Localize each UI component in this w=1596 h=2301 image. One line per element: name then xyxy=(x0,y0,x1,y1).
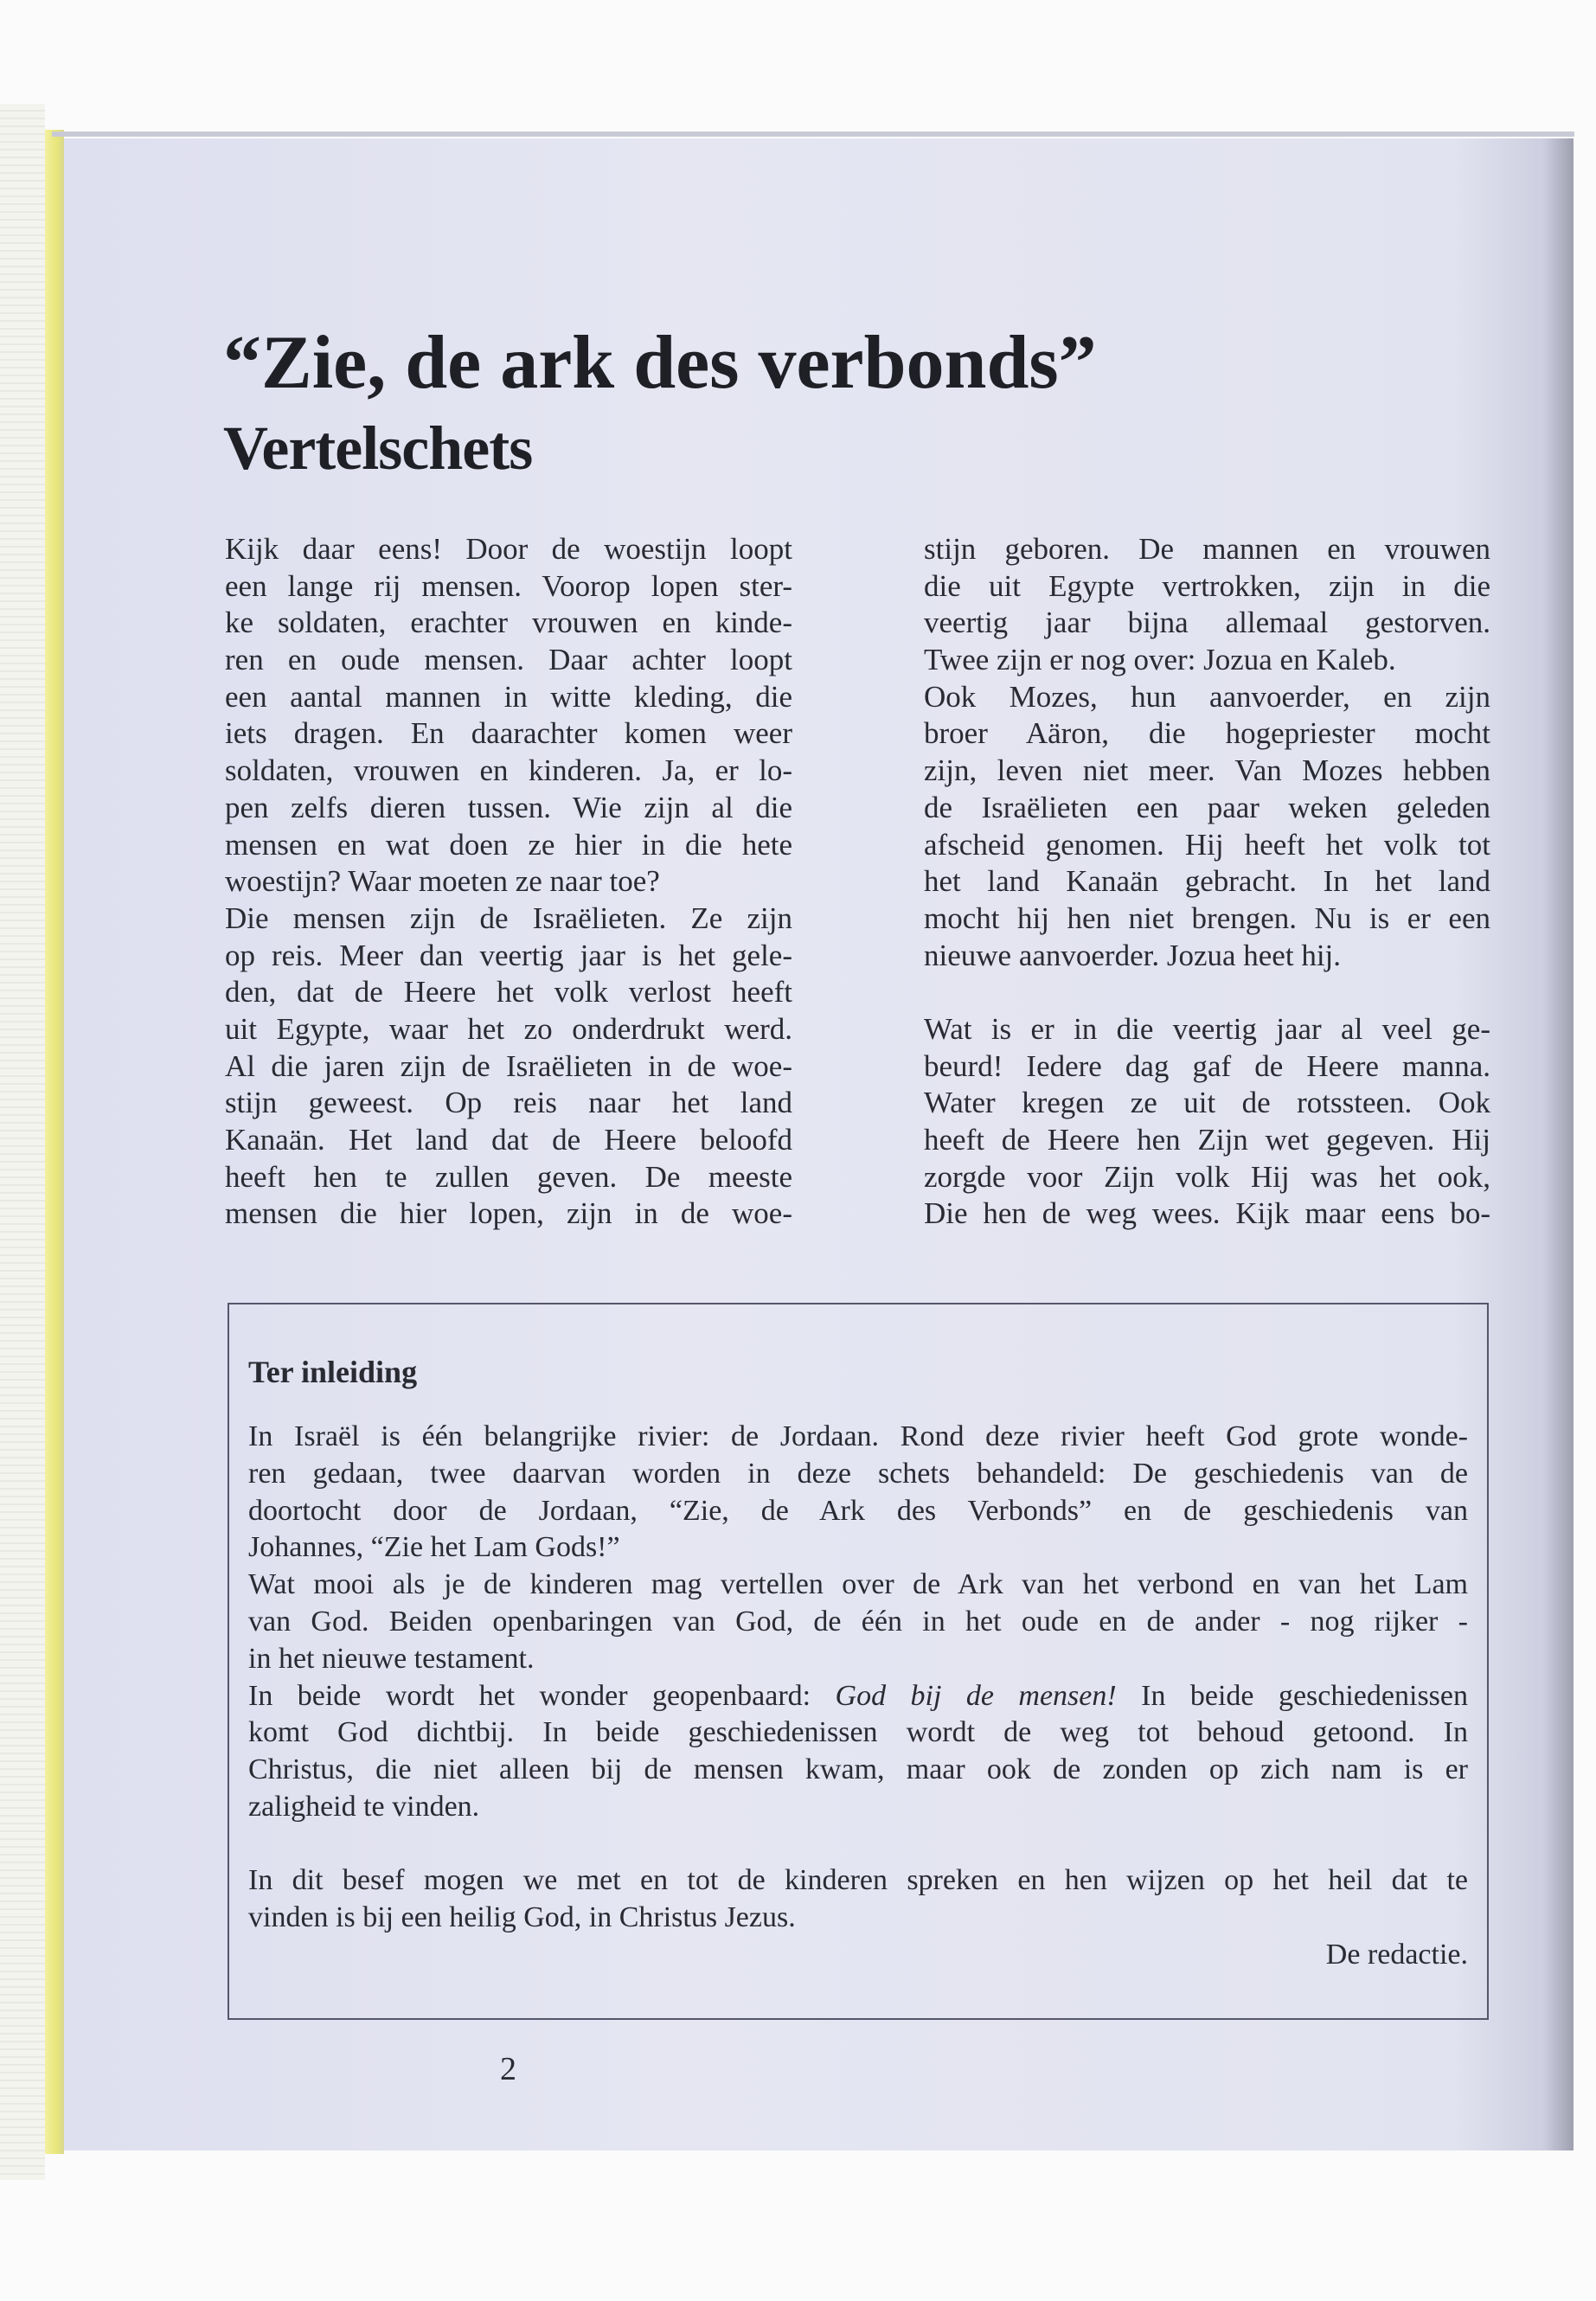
text-line: woestijn? Waar moeten ze naar toe? xyxy=(225,864,660,899)
text-column-left xyxy=(225,531,792,1233)
article-subtitle: Vertelschets xyxy=(223,413,533,483)
intro-line: ren gedaan, twee daarvan worden in deze schets behandeld: De geschiedenis van de xyxy=(248,1457,1468,1490)
intro-line: vinden is bij een heilig God, in Christus Jezus. xyxy=(248,1901,796,1934)
intro-line: Wat mooi als je de kinderen mag vertellen over de Ark van het verbond en van het Lam xyxy=(248,1568,1468,1601)
intro-body xyxy=(248,1419,1468,1974)
text-line: de Israëlieten een paar weken geleden xyxy=(924,790,1490,824)
intro-signature: De redactie. xyxy=(1325,1939,1468,1971)
intro-line: in het nieuwe testament. xyxy=(248,1642,535,1675)
text-line: veertig jaar bijna allemaal gestorven. xyxy=(924,606,1490,640)
intro-line: komt God dichtbij. In beide geschiedenissen wordt de weg tot behoud getoond. In xyxy=(248,1716,1468,1749)
text-line: Al die jaren zijn de Israëlieten in de woe- xyxy=(225,1048,792,1083)
text-line: iets dragen. En daarachter komen weer xyxy=(225,716,792,751)
text-line: mocht hij hen niet brengen. Nu is er een xyxy=(924,901,1490,935)
text-line: het land Kanaän gebracht. In het land xyxy=(924,864,1490,899)
intro-line-text: In beide geschiedenissen xyxy=(1116,1679,1468,1712)
text-line: nieuwe aanvoerder. Jozua heet hij. xyxy=(924,938,1342,972)
text-line: beurd! Iedere dag gaf de Heere manna. xyxy=(924,1048,1490,1083)
text-line: zorgde voor Zijn volk Hij was het ook, xyxy=(924,1159,1490,1194)
text-line: die uit Egypte vertrokken, zijn in die xyxy=(924,568,1490,603)
text-line: Die mensen zijn de Israëlieten. Ze zijn xyxy=(225,901,792,935)
intro-line: van God. Beiden openbaringen van God, de één in het oude en de ander - nog rijker - xyxy=(248,1605,1468,1638)
text-line: pen zelfs dieren tussen. Wie zijn al die xyxy=(225,790,792,824)
intro-line: In dit besef mogen we met en tot de kinderen spreken en hen wijzen op het heil dat te xyxy=(248,1864,1468,1897)
article-title: “Zie, de ark des verbonds” xyxy=(223,321,1097,405)
text-line: afscheid genomen. Hij heeft het volk tot xyxy=(924,827,1490,862)
text-line: heeft hen te zullen geven. De meeste xyxy=(225,1159,792,1194)
text-line: soldaten, vrouwen en kinderen. Ja, er lo- xyxy=(225,753,792,788)
text-line: uit Egypte, waar het zo onderdrukt werd. xyxy=(225,1011,792,1046)
intro-emphasis: God bij de mensen! xyxy=(835,1679,1117,1712)
page-top-edge xyxy=(52,131,1574,137)
text-line: zijn, leven niet meer. Van Mozes hebben xyxy=(924,753,1490,788)
intro-heading: Ter inleiding xyxy=(248,1355,418,1389)
text-line: ren en oude mensen. Daar achter loopt xyxy=(225,643,792,677)
book-spine-strip xyxy=(45,130,64,2154)
text-line: mensen die hier lopen, zijn in de woe- xyxy=(225,1196,792,1231)
text-line: Twee zijn er nog over: Jozua en Kaleb. xyxy=(924,643,1396,677)
text-line: stijn geboren. De mannen en vrouwen xyxy=(924,532,1490,566)
text-line: ke soldaten, erachter vrouwen en kinde- xyxy=(225,606,792,640)
intro-line: doortocht door de Jordaan, “Zie, de Ark des Verbonds” en de geschiedenis van xyxy=(248,1494,1468,1527)
intro-line xyxy=(248,1678,1468,1715)
text-line: een aantal mannen in witte kleding, die xyxy=(225,679,792,714)
page-number: 2 xyxy=(500,2051,516,2087)
text-column-right xyxy=(924,531,1490,1233)
text-line: Die hen de weg wees. Kijk maar eens bo- xyxy=(924,1196,1490,1231)
text-line: den, dat de Heere het volk verlost heeft xyxy=(225,975,792,1009)
intro-line: Christus, die niet alleen bij de mensen kwam, maar ook de zonden op zich nam is er xyxy=(248,1753,1468,1786)
intro-line: zaligheid te vinden. xyxy=(248,1790,480,1823)
text-line: Ook Mozes, hun aanvoerder, en zijn xyxy=(924,679,1490,714)
text-line: Wat is er in die veertig jaar al veel ge- xyxy=(924,1011,1490,1046)
text-line: Water kregen ze uit de rotssteen. Ook xyxy=(924,1086,1490,1120)
text-line: broer Aäron, die hogepriester mocht xyxy=(924,716,1490,751)
intro-line-text: In beide wordt het wonder geopenbaard: xyxy=(248,1679,836,1712)
scan-page-edge xyxy=(0,104,45,2180)
text-line: op reis. Meer dan veertig jaar is het gele- xyxy=(225,938,792,972)
text-line: Kijk daar eens! Door de woestijn loopt xyxy=(225,532,792,566)
text-line: Kanaän. Het land dat de Heere beloofd xyxy=(225,1123,792,1157)
intro-box xyxy=(228,1303,1489,2020)
intro-line: In Israël is één belangrijke rivier: de Jordaan. Rond deze rivier heeft God grote wonde- xyxy=(248,1420,1468,1452)
intro-line: Johannes, “Zie het Lam Gods!” xyxy=(248,1531,620,1564)
text-line: een lange rij mensen. Voorop lopen ster- xyxy=(225,568,792,603)
text-line: heeft de Heere hen Zijn wet gegeven. Hij xyxy=(924,1123,1490,1157)
text-line: stijn geweest. Op reis naar het land xyxy=(225,1086,792,1120)
text-line: mensen en wat doen ze hier in die hete xyxy=(225,827,792,862)
